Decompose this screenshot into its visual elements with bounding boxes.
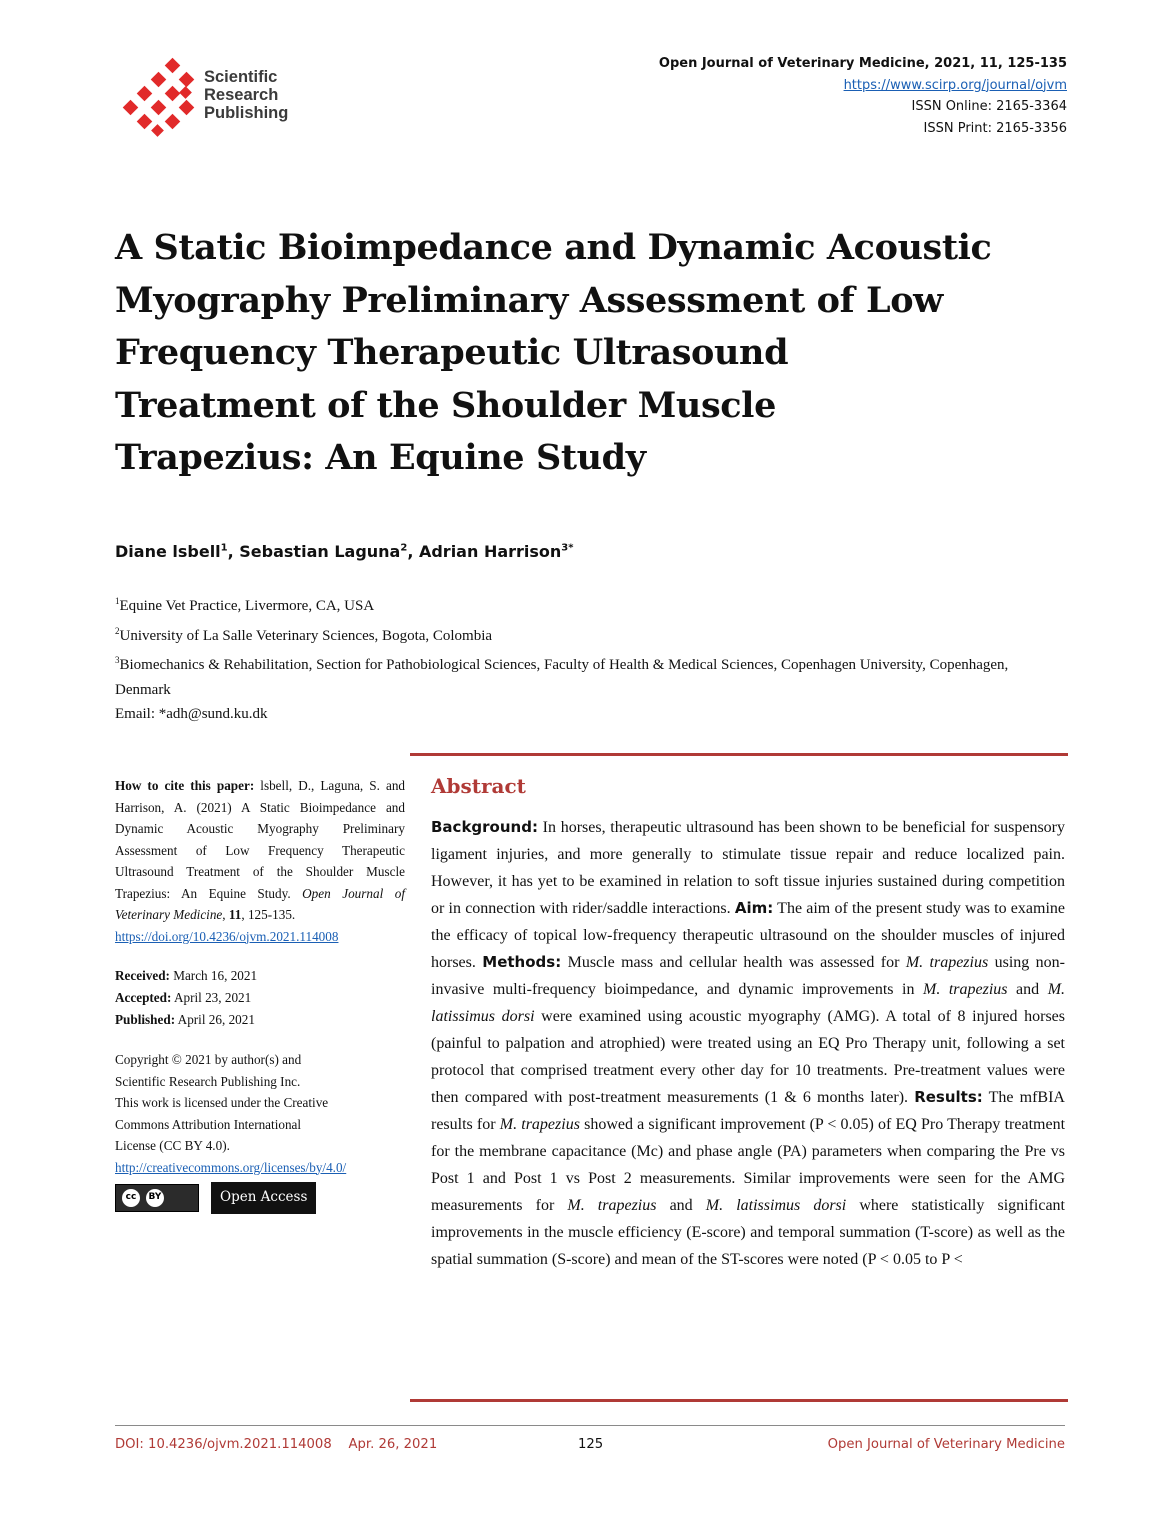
publisher-name-line: Publishing — [204, 104, 289, 122]
affiliation-text: Equine Vet Practice, Livermore, CA, USA — [119, 598, 375, 614]
results-text: showed a significant improvement (P < 0.05) of EQ Pro Therapy treatment for the membrane capacitance (Mc) and phase angle (PA) parameters when comparing the Pre vs Post 1 and Post 1 vs Post 2 measurements. Similar improvements were seen for the AMG measurements for — [431, 1116, 1066, 1214]
affiliation-text: Biomechanics & Rehabilitation, Section for Pathobiological Sciences, Faculty of Health & Medical Sciences, Copenhagen University, Copenhagen, Denmark — [115, 657, 1009, 698]
abstract-body — [431, 814, 1065, 1273]
issn-print: ISSN Print: 2165-3356 — [923, 120, 1067, 136]
title-line: Treatment of the Shoulder Muscle — [115, 384, 776, 426]
cc-icon: cc — [122, 1189, 140, 1207]
open-access-badge: Open Access — [211, 1182, 316, 1214]
species-term: M. trapezius — [499, 1116, 580, 1133]
accepted-label: Accepted: — [115, 990, 172, 1005]
footer-journal: Open Journal of Veterinary Medicine — [827, 1437, 1065, 1452]
title-line: Myography Preliminary Assessment of Low — [115, 279, 943, 321]
cc-by-badge-icon[interactable] — [115, 1184, 199, 1212]
publisher-name-line: Research — [204, 86, 279, 104]
issn-online: ISSN Online: 2165-3364 — [911, 99, 1067, 114]
doi-link[interactable]: https://doi.org/10.4236/ojvm.2021.114008 — [115, 928, 339, 944]
accepted-date: April 23, 2021 — [171, 990, 252, 1005]
methods-text: and — [1007, 981, 1048, 998]
author-affil-mark: 3* — [561, 542, 574, 554]
footer-doi-text: DOI: 10.4236/ojvm.2021.114008 — [115, 1437, 332, 1452]
publisher-name-line: Scientific — [204, 68, 278, 86]
methods-label: Methods: — [482, 953, 562, 971]
species-term: M. trapezius — [567, 1197, 657, 1214]
author-affil-mark: 1 — [220, 542, 228, 554]
author-separator: , — [407, 542, 419, 561]
species-term: M. latissimus dorsi — [705, 1197, 847, 1214]
cite-journal: Open Journal of Veterinary Medicine — [115, 885, 405, 922]
results-text: The mfBIA results for — [431, 1089, 1065, 1133]
methods-text: using non-invasive multi-frequency bioimpedance, and dynamic improvements in — [431, 954, 1066, 998]
title-line: Frequency Therapeutic Ultrasound — [115, 332, 789, 373]
affiliations — [115, 589, 1060, 727]
how-to-cite — [115, 775, 405, 947]
copyright-notice — [115, 1049, 405, 1178]
published-date: April 26, 2021 — [175, 1012, 255, 1027]
abstract-bottom-rule — [410, 1399, 1068, 1402]
author-list — [115, 542, 573, 561]
cite-pages: , 125-135. — [241, 907, 296, 922]
article-title — [115, 222, 1045, 485]
results-text: where statistically significant improvements in the muscle efficiency (E-score) and temporal summation (T-score) as well as the spatial summation (S-score) and mean of the ST-scores were noted (P < 0.05 to P < — [431, 1197, 1066, 1268]
journal-citation: Open Journal of Veterinary Medicine, 2021, 11, 125-135 — [658, 56, 1067, 71]
aim-text: The aim of the present study was to examine the efficacy of topical low-frequency therapeutic ultrasound on the shoulder muscles of injured horses. — [431, 900, 1066, 971]
title-line: Trapezius: An Equine Study — [115, 437, 646, 478]
methods-text: were examined using acoustic myography (AMG). A total of 8 injured horses (painful to palpation and atrophied) were treated using an EQ Pro Therapy unit, following a set protocol that comprised treatment every other day for 10 treatments. Pre-treatment values were then compared with post-treatment measurements (1 & 6 months later). — [431, 1008, 1066, 1106]
title-line: A Static Bioimpedance and Dynamic Acoustic — [115, 227, 992, 268]
published-label: Published: — [115, 1012, 176, 1027]
cite-separator: , — [222, 907, 229, 922]
affiliation-mark: 2 — [115, 625, 120, 636]
affiliation — [115, 619, 1060, 649]
copyright-line: Scientific Research Publishing Inc. — [115, 1073, 301, 1089]
author-name: Diane lsbell — [115, 542, 221, 561]
footer-date: Apr. 26, 2021 — [348, 1437, 438, 1452]
author-name: Sebastian Laguna — [239, 542, 401, 561]
publisher-name — [204, 68, 288, 122]
footer-doi — [115, 1437, 437, 1452]
journal-info — [659, 53, 1067, 139]
received-label: Received: — [115, 968, 170, 983]
background-label: Background: — [431, 818, 538, 836]
species-term: M. trapezius — [923, 981, 1008, 998]
article-sidebar — [115, 775, 405, 1214]
by-person-icon: BY — [146, 1189, 164, 1207]
license-link[interactable]: http://creativecommons.org/licenses/by/4.0/ — [115, 1159, 347, 1175]
affiliation — [115, 648, 1060, 702]
author-affil-mark: 2 — [400, 542, 408, 554]
received-date: March 16, 2021 — [169, 968, 258, 983]
page-number: 125 — [578, 1437, 604, 1452]
background-text: In horses, therapeutic ultrasound has been shown to be beneficial for suspensory ligament injuries, and more generally to stimulate tissue repair and reduce localized pain. However, it has yet to be examined in relation to soft tissue injuries sustained during competition or in connection with rider/saddle interactions. — [431, 819, 1065, 917]
results-text: and — [656, 1197, 706, 1214]
affiliation-mark: 3 — [115, 655, 120, 665]
affiliation — [115, 589, 1060, 619]
copyright-line: Copyright © 2021 by author(s) and — [115, 1052, 302, 1067]
abstract-top-rule — [410, 753, 1068, 756]
author-separator: , — [227, 542, 240, 561]
copyright-line: This work is licensed under the Creative — [115, 1095, 329, 1110]
author-name: Adrian Harrison — [418, 542, 562, 561]
affiliation-mark: 1 — [115, 596, 120, 606]
species-term: M. latissimus dorsi — [431, 981, 1066, 1025]
aim-label: Aim: — [734, 899, 774, 917]
copyright-line: License (CC BY 4.0). — [115, 1138, 230, 1153]
cite-volume: 11 — [228, 907, 242, 922]
article-dates — [115, 965, 405, 1031]
affiliation-text: University of La Salle Veterinary Sciences, Bogota, Colombia — [119, 627, 493, 644]
cite-label: How to cite this paper: — [115, 778, 255, 793]
email: Email: *adh@sund.ku.dk — [115, 706, 268, 722]
results-label: Results: — [914, 1088, 983, 1106]
methods-text: Muscle mass and cellular health was assessed for — [561, 954, 906, 971]
species-term: M. trapezius — [905, 954, 989, 971]
cite-text: lsbell, D., Laguna, S. and Harrison, A. (2021) A Static Bioimpedance and Dynamic Acoustic Myography Preliminary Assessment of Low Frequency Therapeutic Ultrasound Treatment of the Shoulder Muscle Trapezius: An Equine Study. — [115, 778, 406, 901]
journal-url-link[interactable]: https://www.scirp.org/journal/ojvm — [843, 77, 1067, 93]
copyright-line: Commons Attribution International — [115, 1116, 302, 1132]
abstract-heading: Abstract — [431, 774, 526, 798]
footer-rule — [115, 1425, 1065, 1426]
